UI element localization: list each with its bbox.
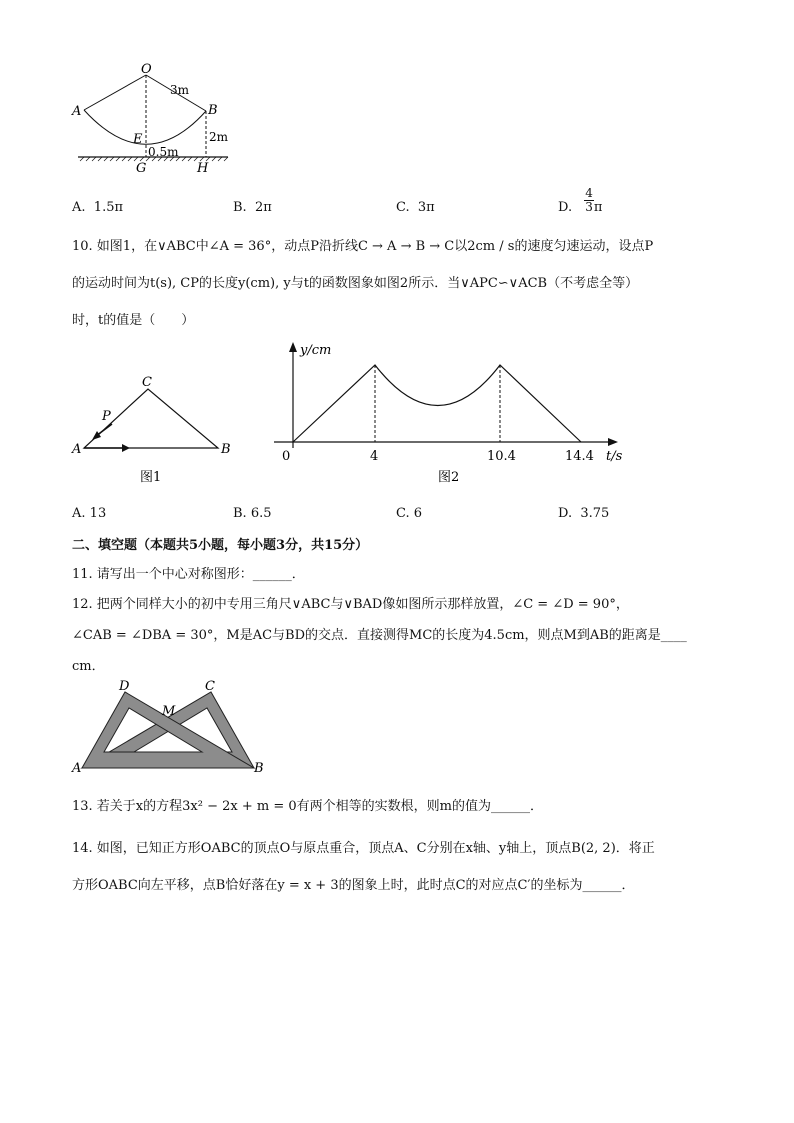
- label-m: M: [162, 704, 176, 719]
- label-b: B: [208, 103, 218, 118]
- length-ob: 3m: [170, 83, 190, 97]
- label-a: A: [72, 442, 82, 457]
- option-text: 3.75: [580, 506, 610, 521]
- label-g: G: [136, 161, 147, 176]
- label-e: E: [133, 132, 143, 147]
- fraction-denominator: 3: [585, 200, 593, 214]
- q12-line-1: 12. 把两个同样大小的初中专用三角尺∨ABC与∨BAD像如图所示那样放置，∠C = ∠D = 90°，: [72, 597, 629, 612]
- label-a: A: [72, 761, 82, 776]
- fraction-numerator: 4: [585, 186, 593, 200]
- q13-text: 13. 若关于x的方程3x² − 2x + m = 0有两个相等的实数根，则m的值为______．: [72, 799, 543, 814]
- option-text: 1.5π: [93, 200, 124, 215]
- option-text: 6: [413, 506, 423, 521]
- q9-option-c: [396, 200, 435, 215]
- label-b: B: [254, 761, 264, 776]
- option-letter: C.: [396, 200, 410, 215]
- option-letter: A.: [72, 506, 86, 521]
- figure-q10-1: [70, 372, 240, 487]
- option-letter: C.: [396, 506, 410, 521]
- q10-line-3: 时，t的值是（ ）: [72, 313, 195, 328]
- swing-arc: [84, 110, 206, 144]
- label-c: C: [142, 375, 152, 390]
- option-text: 13: [89, 506, 107, 521]
- length-eg: 0.5m: [148, 145, 179, 159]
- label-p: P: [102, 409, 111, 424]
- option-letter: B.: [233, 506, 247, 521]
- caption-fig1: 图1: [140, 470, 162, 485]
- x-axis-label: t/s: [606, 449, 623, 464]
- caption-fig2: 图2: [438, 470, 460, 485]
- option-letter: B.: [233, 200, 247, 215]
- label-d: D: [119, 680, 130, 694]
- option-text-tail: π: [593, 200, 603, 215]
- y-axis-label: y/cm: [300, 343, 332, 358]
- figure-q9: [70, 62, 240, 177]
- option-text: 6.5: [250, 506, 272, 521]
- figure-q10-2: [268, 336, 638, 491]
- x-axis-arrow: [608, 438, 618, 446]
- q9-option-d: [558, 187, 602, 214]
- label-o: O: [141, 62, 152, 77]
- arrow-ab-head: [122, 444, 130, 452]
- option-text: 2π: [254, 200, 272, 215]
- fraction: [584, 187, 594, 214]
- origin-label: 0: [282, 449, 291, 464]
- q10-option-c: [396, 506, 422, 521]
- label-b: B: [221, 442, 231, 457]
- q9-option-a: [72, 200, 123, 215]
- q10-option-a: [72, 506, 106, 521]
- graph-line: [293, 365, 581, 442]
- q10-option-b: [233, 506, 272, 521]
- option-text: 3π: [417, 200, 435, 215]
- label-a: A: [72, 104, 82, 119]
- label-h: H: [197, 161, 209, 176]
- q14-line-2: 方形OABC向左平移，点B恰好落在y = x + 3的图象上时，此时点C的对应点C′的坐标为______．: [72, 878, 635, 893]
- tick-label-14-4: 14.4: [565, 449, 594, 464]
- length-bh: 2m: [209, 130, 229, 144]
- q11-text: 11. 请写出一个中心对称图形：______．: [72, 567, 305, 582]
- option-letter: D.: [558, 200, 573, 215]
- q9-option-b: [233, 200, 272, 215]
- q10-line-1: 10. 如图1，在∨ABC中∠A = 36°，动点P沿折线C → A → B → C以2cm / s的速度匀速运动，设点P: [72, 239, 654, 254]
- figure-q12: [70, 680, 270, 780]
- q12-line-2: ∠CAB = ∠DBA = 30°，M是AC与BD的交点．直接测得MC的长度为4.5cm，则点M到AB的距离是____: [72, 628, 687, 643]
- q10-line-2: 的运动时间为t(s), CP的长度y(cm), y与t的函数图象如图2所示．当∨APC∽∨ACB（不考虑全等）: [72, 276, 639, 291]
- segment-oa: [84, 75, 146, 110]
- y-axis-arrow: [289, 342, 297, 352]
- q12-line-3: cm．: [72, 659, 105, 674]
- q14-line-1: 14. 如图，已知正方形OABC的顶点O与原点重合，顶点A、C分别在x轴、y轴上，顶点B(2, 2)．将正: [72, 841, 655, 856]
- option-letter: A.: [72, 200, 86, 215]
- tick-label-4: 4: [370, 449, 379, 464]
- option-letter: D.: [558, 506, 573, 521]
- label-c: C: [205, 680, 215, 694]
- section-heading: 二、填空题（本题共5小题，每小题3分，共15分）: [72, 538, 369, 553]
- q10-option-d: [558, 506, 609, 521]
- tick-label-10-4: 10.4: [487, 449, 516, 464]
